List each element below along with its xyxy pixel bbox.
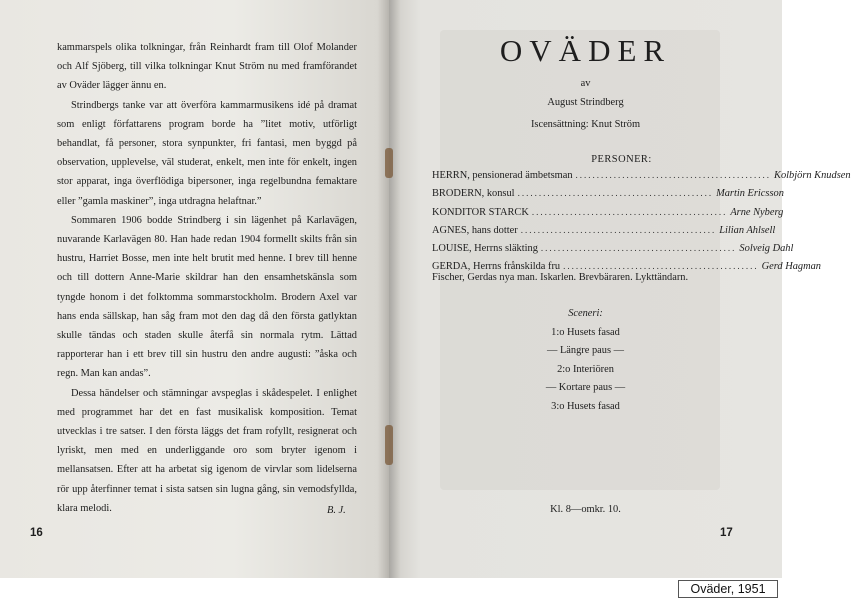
cast-role: BRODERN, konsul [432,188,515,200]
cast-row [432,243,794,261]
page-number-right: 17 [720,527,733,539]
scene-item: 2:o Interiören [557,363,614,375]
cast-list [432,170,851,280]
scene-item: — Kortare paus — [545,382,626,393]
direction-credit: Iscensättning: Knut Ström [530,119,641,130]
essay-paragraph: Sommaren 1906 bodde Strindberg i sin lägenhet på Karlavägen, nuvarande Karlavägen 80. Han hade redan 1904 formellt skilts från sin hustru, Harriet Bosse, men inte helt brutit med henne. I brev till henne och till dottern Anne-Marie skildrar han den ensamhetskänsla som tyngde honom i det folktomma sommarstockholm. Brodern Axel var hans enda sällskap, han såg fram mot den dag då den första gatlyktan skulle tändas och staden skulle återfå sin normala rytm. Lättad rapporterar han i ett brev till sin hustru den andre augusti: ”åska och regn. Man kan andas”. [57,214,357,380]
image-caption: Oväder, 1951 [678,580,778,598]
binding-mark-bottom [385,425,393,465]
cast-actor: Gerd Hagman [761,261,821,273]
leader-dots: .............................................. [517,188,714,199]
cast-actor: Martin Ericsson [716,188,784,200]
leader-dots: .............................................. [531,206,728,217]
performance-time: Kl. 8—omkr. 10. [550,504,621,515]
cast-actor: Kolbjörn Knudsen [774,170,851,181]
cast-actor: Solveig Dahl [739,243,794,255]
cast-row [432,188,784,206]
by-label: av [580,78,591,89]
scene-item: 1:o Husets fasad [551,326,620,338]
leader-dots: .............................................. [563,261,759,272]
page-number-left: 16 [30,527,43,539]
cast-actor: Arne Nyberg [730,206,784,218]
cast-role: LOUISE, Herrns släkting [432,243,538,255]
essay-text [57,38,357,518]
cast-role: HERRN, pensionerad ämbetsman [432,170,573,181]
leader-dots: .............................................. [520,224,717,235]
play-title: OVÄDER [499,33,672,68]
sceneri-heading: Sceneri: [568,308,603,319]
author-signature: B. J. [327,505,346,516]
essay-paragraph: kammarspels olika tolkningar, från Reinhardt fram till Olof Molander och Alf Sjöberg, till vilka tolkningar Knut Ström nu med framförandet av Oväder lägger ännu en. [57,42,357,92]
essay-paragraph: Dessa händelser och stämningar avspeglas i skådespelet. I enlighet med programmet har det en fast musikalisk komposition. Temat utvecklas i tre satser. I den första läggs det fram rofyllt, resignerat och lyriskt, men med en underliggande oro som bryter igenom i mellansatsen. Efter att ha arbetat sig igenom de virvlar som lidelserna rör upp återfinner temat i sista satsen sin lugna gång, sin vemodsfyllda, klara melodi. [57,387,357,514]
personer-heading: PERSONER: [591,154,652,165]
scene-item: 3:o Husets fasad [551,400,620,412]
leader-dots: .............................................. [575,170,772,180]
essay-paragraph: Strindbergs tanke var att överföra kammarmusikens idé på dramat som enligt författarens program borde ha ”litet motiv, utförligt behandlat, få personer, stora synpunkter, fri fantasi, men byggd på observation, upplevelse, väl studerat, enkelt, men inte för enkelt, ingen stor apparat, inga överflödiga bipersoner, inga regelbundna femaktare eller ”gamla maskiner”, inga utdragna helaftnar.” [57,99,357,207]
author-name: August Strindberg [547,97,624,108]
cast-role: AGNES, hans dotter [432,224,518,236]
cast-row [432,206,784,225]
scene-list [389,308,782,419]
scene-item: — Längre paus — [546,345,625,356]
cast-role: KONDITOR STARCK [432,206,529,218]
cast-role: GERDA, Herrns frånskilda fru [432,261,561,273]
leader-dots: .............................................. [540,243,737,254]
cast-row [432,224,776,243]
extras-list: Fischer, Gerdas nya man. Iskarlen. Brevbäraren. Lykttändarn. [432,272,689,283]
cast-row [432,170,851,188]
cast-actor: Lilian Ahlsell [719,224,776,236]
binding-mark-top [385,148,393,178]
